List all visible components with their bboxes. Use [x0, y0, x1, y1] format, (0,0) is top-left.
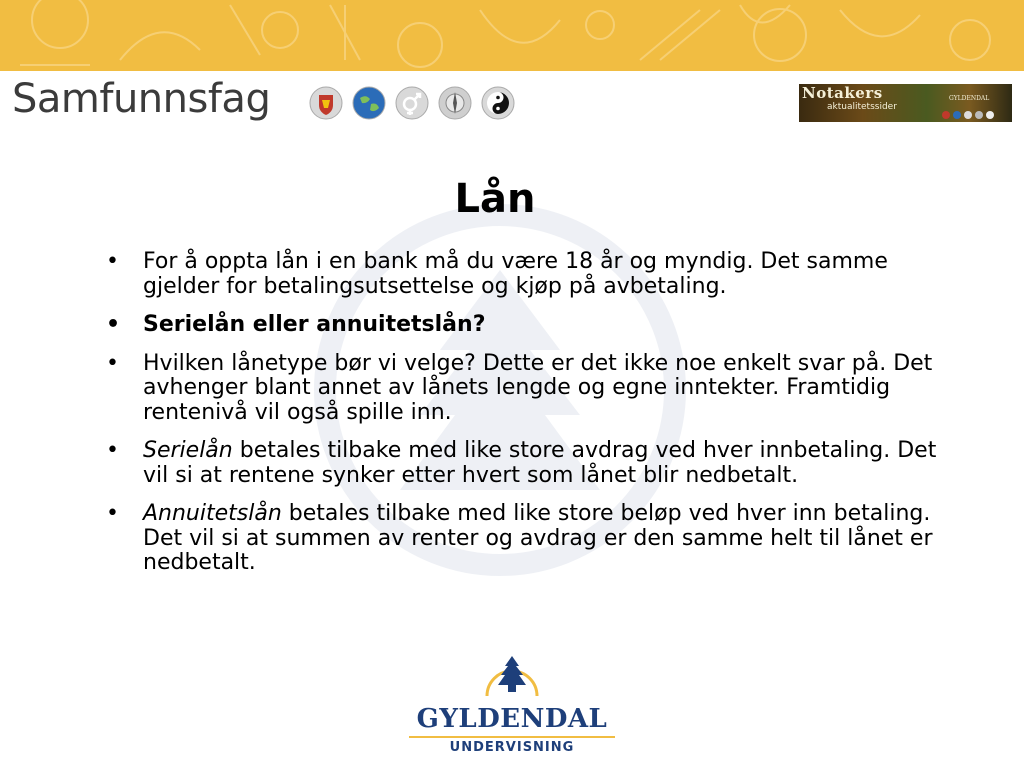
bullet-item — [103, 502, 953, 576]
bullet-marker: • — [106, 312, 121, 337]
slide-title: Lån — [454, 176, 536, 222]
compass-icon — [438, 86, 472, 120]
coat-of-arms-icon — [309, 86, 343, 120]
bullet-item — [103, 250, 953, 299]
globe-icon — [352, 86, 386, 120]
banner-title: Notakers — [802, 84, 883, 102]
bullet-marker: • — [106, 249, 119, 274]
bullet-emphasis: Annuitetslån — [143, 501, 282, 526]
gender-symbols-icon — [395, 86, 429, 120]
bullet-list — [103, 250, 953, 590]
bullet-text: betales tilbake med like store avdrag ved hver innbetaling. Det vil si at rentene synker etter hvert som lånet blir nedbetalt. — [143, 438, 937, 488]
bullet-text: betales tilbake med like store beløp ved hver inn betaling. Det vil si at summen av renter og avdrag er den samme helt til lånet er nedbetalt. — [143, 501, 933, 575]
bullet-marker: • — [106, 501, 119, 526]
bullet-text: For å oppta lån i en bank må du være 18 år og myndig. Det samme gjelder for betalingsutsettelse og kjøp på avbetaling. — [143, 249, 888, 299]
logo-divider — [409, 736, 615, 738]
gyldendal-logo — [407, 652, 617, 762]
banner-subtitle: aktualitetssider — [827, 102, 897, 112]
yin-yang-icon — [481, 86, 515, 120]
logo-name: GYLDENDAL — [416, 704, 608, 734]
banner-brand: GYLDENDAL — [949, 95, 990, 102]
band-pattern — [0, 0, 1024, 71]
bullet-item — [103, 313, 953, 338]
bullet-item — [103, 439, 953, 488]
bullet-text: Hvilken lånetype bør vi velge? Dette er det ikke noe enkelt svar på. Det avhenger blant annet av lånets lengde og egne inntekter. Framtidig rentenivå vil også spille inn. — [143, 350, 933, 425]
tree-logo-icon — [483, 652, 541, 704]
bullet-item — [103, 352, 953, 426]
bullet-emphasis: Serielån — [143, 438, 233, 463]
bullet-marker: • — [106, 438, 119, 463]
notakers-banner[interactable] — [799, 84, 1012, 122]
banner-mini-icons — [941, 110, 1007, 120]
bullet-marker: • — [106, 350, 119, 376]
logo-subtitle: UNDERVISNING — [449, 740, 575, 755]
header-band — [0, 0, 1024, 71]
subject-title: Samfunnsfag — [12, 76, 271, 122]
bullet-text: Serielån eller annuitetslån? — [143, 312, 486, 337]
